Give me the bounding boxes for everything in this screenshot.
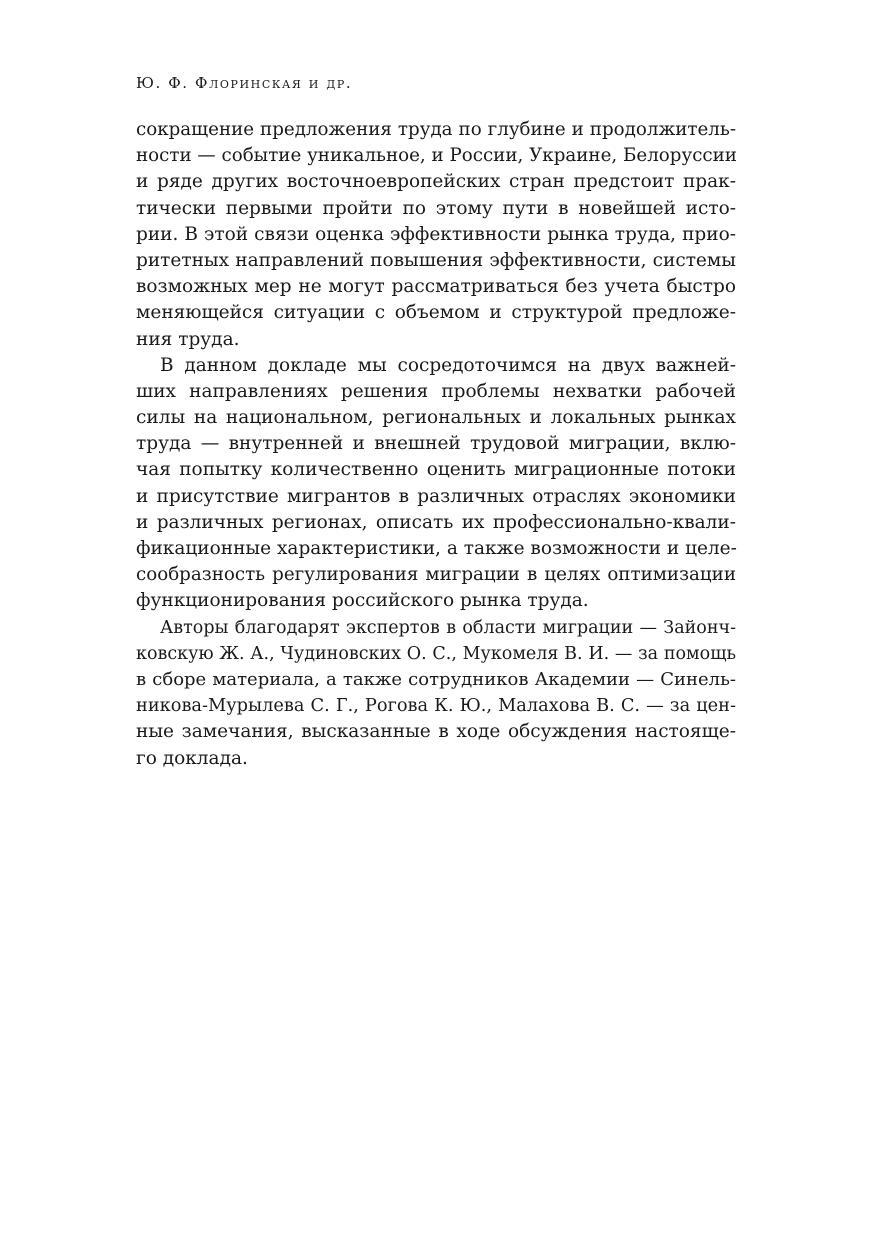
body-text xyxy=(136,117,736,772)
text-line: В данном докладе мы сосредоточимся на двух важней- xyxy=(160,354,736,376)
text-line: го доклада. xyxy=(136,747,248,769)
text-line: сообразность регулирования миграции в целях оптимизации xyxy=(136,564,736,586)
text-line: меняющейся ситуации с объемом и структурой предложе- xyxy=(136,302,736,324)
text-line: рии. В этой связи оценка эффективности рынка труда, прио- xyxy=(136,223,736,245)
text-line: чая попытку количественно оценить миграционные потоки xyxy=(136,459,736,481)
text-line: силы на национальном, региональных и локальных рынках xyxy=(136,407,736,429)
running-head: Ю. Ф. Флоринская и др. xyxy=(136,74,353,92)
text-line: фикационные характеристики, а также возможности и целе- xyxy=(136,538,737,559)
text-line: труда — внутренней и внешней трудовой миграции, вклю- xyxy=(136,433,736,455)
text-line: возможных мер не могут рассматриваться без учета быстро xyxy=(136,276,736,298)
text-line: Авторы благодарят экспертов в области миграции — Зайонч- xyxy=(160,617,736,638)
text-line: ния труда. xyxy=(136,328,240,350)
text-line: ковскую Ж. А., Чудиновских О. С., Мукомеля В. И. — за помощь xyxy=(136,643,736,664)
text-line: ших направлениях решения проблемы нехватки рабочей xyxy=(136,380,736,402)
paragraph-3 xyxy=(136,615,736,772)
paragraph-2 xyxy=(136,353,736,615)
paragraph-1 xyxy=(136,117,736,353)
text-line: и ряде других восточноевропейских стран предстоит прак- xyxy=(136,171,736,193)
text-line: функционирования российского рынка труда. xyxy=(136,590,589,612)
text-line: ритетных направлений повышения эффективности, системы xyxy=(136,249,736,271)
text-line: и различных регионах, описать их профессионально-квали- xyxy=(136,511,736,533)
text-line: сокращение предложения труда по глубине и продолжитель- xyxy=(136,119,736,140)
text-line: и присутствие мигрантов в различных отраслях экономики xyxy=(136,485,736,507)
text-line: ности — событие уникальное, и России, Украине, Белоруссии xyxy=(136,145,737,167)
text-line: в сборе материала, а также сотрудников Академии — Синель- xyxy=(136,668,736,690)
text-line: ные замечания, высказанные в ходе обсуждения настояще- xyxy=(136,721,736,743)
text-line: никова-Мурылева С. Г., Рогова К. Ю., Малахова В. С. — за цен- xyxy=(136,696,736,717)
text-line: тически первыми пройти по этому пути в новейшей исто- xyxy=(136,197,736,219)
